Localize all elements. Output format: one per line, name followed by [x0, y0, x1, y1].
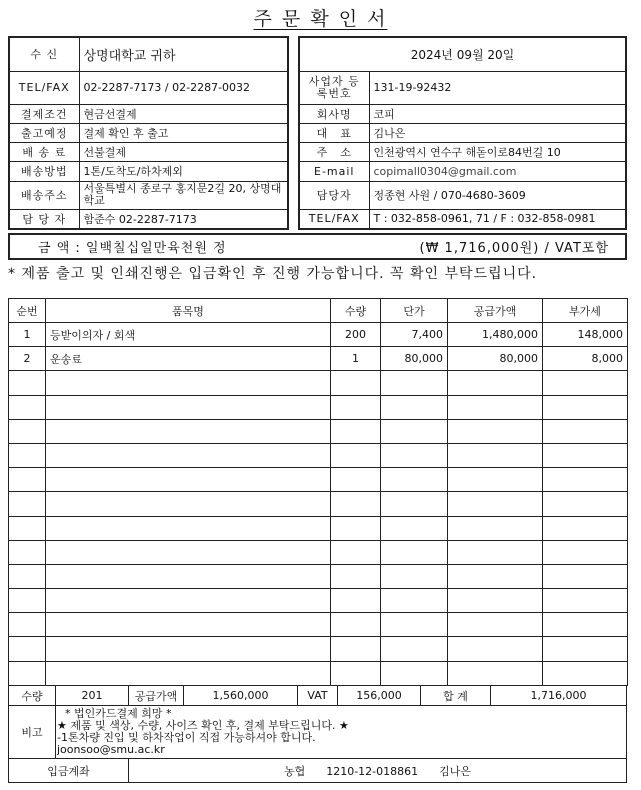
empty-cell [381, 443, 448, 467]
field-value: 131-19-92432 [369, 71, 626, 104]
field-value: 서울특별시 종로구 홍지문2길 20, 상명대학교 [79, 181, 288, 209]
table-row [9, 589, 628, 613]
remark-line: ★ 제품 및 색상, 수량, 사이즈 확인 후, 결제 부탁드립니다. ★ [57, 719, 349, 732]
field-label: 배 송 료 [9, 142, 79, 161]
recipient-row [9, 142, 288, 161]
empty-cell [543, 540, 628, 564]
table-cell: 7,400 [381, 323, 448, 347]
total-label: 합 계 [421, 686, 491, 706]
empty-cell [381, 419, 448, 443]
notice: * 제품 출고 및 인쇄진행은 입금확인 후 진행 가능합니다. 꼭 확인 부탁드립니다. [8, 266, 538, 282]
field-value: 김나은 [369, 123, 626, 142]
field-label: 회사명 [299, 104, 369, 123]
table-cell: 148,000 [543, 323, 628, 347]
empty-cell [543, 661, 628, 685]
field-value: 상명대학교 귀하 [79, 37, 288, 71]
empty-cell [9, 637, 46, 661]
empty-cell [46, 589, 331, 613]
empty-cell [543, 419, 628, 443]
empty-cell [543, 613, 628, 637]
supplier-row [299, 142, 626, 161]
field-label: TEL/FAX [9, 71, 79, 104]
field-value: T : 032-858-0961, 71 / F : 032-858-0981 [369, 209, 626, 229]
recipient-row [9, 104, 288, 123]
field-value: 02-2287-7173 / 02-2287-0032 [79, 71, 288, 104]
qty-label: 수량 [9, 686, 56, 706]
supplier-table [298, 36, 627, 230]
qty-total: 201 [56, 686, 129, 706]
empty-cell [46, 661, 331, 685]
empty-cell [9, 516, 46, 540]
empty-cell [331, 516, 381, 540]
empty-cell [9, 468, 46, 492]
empty-cell [331, 540, 381, 564]
empty-cell [9, 443, 46, 467]
empty-cell [9, 613, 46, 637]
field-label: 대 표 [299, 123, 369, 142]
field-value: 정종현 사원 / 070-4680-3609 [369, 181, 626, 209]
empty-cell [381, 492, 448, 516]
empty-cell [381, 540, 448, 564]
bank-name: 농협 [283, 764, 306, 778]
supplier-row [299, 71, 626, 104]
vat-total: 156,000 [338, 686, 421, 706]
column-header: 단가 [381, 299, 448, 323]
account-holder: 김나은 [439, 764, 472, 778]
empty-cell [448, 395, 543, 419]
table-row [9, 468, 628, 492]
empty-cell [381, 564, 448, 588]
empty-cell [46, 371, 331, 395]
supply-total: 1,560,000 [184, 686, 298, 706]
field-value: 인천광역시 연수구 해돋이로84번길 10 [369, 142, 626, 161]
table-row [9, 661, 628, 685]
table-row [9, 419, 628, 443]
order-date: 2024년 09월 20일 [299, 37, 626, 71]
empty-cell [9, 371, 46, 395]
empty-cell [448, 468, 543, 492]
column-header: 수량 [331, 299, 381, 323]
empty-cell [46, 492, 331, 516]
supplier-row [299, 209, 626, 229]
empty-cell [543, 516, 628, 540]
table-cell: 1 [9, 323, 46, 347]
empty-cell [448, 516, 543, 540]
remark-email: joonsoo@smu.ac.kr [57, 743, 165, 756]
remarks-label: 비고 [9, 706, 56, 759]
recipient-row [9, 161, 288, 181]
account-info [129, 759, 627, 783]
field-label: TEL/FAX [299, 209, 369, 229]
field-value: 결제 확인 후 출고 [79, 123, 288, 142]
supplier-row [299, 161, 626, 181]
field-label: 결제조건 [9, 104, 79, 123]
empty-cell [331, 492, 381, 516]
empty-cell [381, 395, 448, 419]
empty-cell [46, 516, 331, 540]
supplier-row [299, 181, 626, 209]
summary-table [8, 685, 627, 783]
empty-cell [331, 564, 381, 588]
table-cell: 8,000 [543, 347, 628, 371]
field-value: 현금선결제 [79, 104, 288, 123]
field-value: 선불결제 [79, 142, 288, 161]
empty-cell [46, 613, 331, 637]
empty-cell [381, 613, 448, 637]
empty-cell [9, 540, 46, 564]
recipient-row [9, 123, 288, 142]
empty-cell [9, 419, 46, 443]
supplier-row [299, 123, 626, 142]
table-row [9, 540, 628, 564]
table-cell: 80,000 [448, 347, 543, 371]
empty-cell [448, 492, 543, 516]
remarks-content [56, 706, 627, 759]
table-cell: 2 [9, 347, 46, 371]
empty-cell [46, 564, 331, 588]
amount-box [8, 233, 627, 260]
empty-cell [46, 419, 331, 443]
table-cell: 운송료 [46, 347, 331, 371]
recipient-row [9, 71, 288, 104]
page-title: 주 문 확 인 서 [253, 8, 388, 30]
table-row [9, 395, 628, 419]
items-table [8, 298, 628, 686]
field-label: 출고예정 [9, 123, 79, 142]
empty-cell [331, 468, 381, 492]
amount-figure: (₩ 1,716,000원) / VAT포함 [419, 241, 609, 256]
supply-label: 공급가액 [129, 686, 184, 706]
empty-cell [9, 661, 46, 685]
account-number: 1210-12-018861 [326, 764, 419, 778]
empty-cell [381, 516, 448, 540]
empty-cell [9, 395, 46, 419]
empty-cell [543, 468, 628, 492]
remark-line: -1톤차량 진입 및 하차작업이 직접 가능하셔야 합니다. [57, 731, 316, 744]
grand-total: 1,716,000 [491, 686, 627, 706]
recipient-table [8, 36, 289, 230]
empty-cell [46, 443, 331, 467]
account-label: 입금계좌 [9, 759, 129, 783]
table-cell: 200 [331, 323, 381, 347]
empty-cell [381, 661, 448, 685]
empty-cell [9, 492, 46, 516]
empty-cell [381, 371, 448, 395]
empty-cell [448, 371, 543, 395]
amount-text: 금 액 : 일백칠십일만육천원 정 [38, 241, 227, 256]
column-header: 순번 [9, 299, 46, 323]
empty-cell [543, 589, 628, 613]
empty-cell [331, 637, 381, 661]
empty-cell [543, 371, 628, 395]
table-cell: 1,480,000 [448, 323, 543, 347]
empty-cell [448, 443, 543, 467]
empty-cell [543, 443, 628, 467]
empty-cell [381, 468, 448, 492]
field-value: 코피 [369, 104, 626, 123]
field-label: 배송주소 [9, 181, 79, 209]
table-row [9, 347, 628, 371]
column-header: 공급가액 [448, 299, 543, 323]
empty-cell [331, 395, 381, 419]
table-row [9, 516, 628, 540]
table-row [9, 564, 628, 588]
empty-cell [381, 637, 448, 661]
field-label: 담 당 자 [9, 209, 79, 229]
column-header: 부가세 [543, 299, 628, 323]
table-row [9, 637, 628, 661]
recipient-row [9, 181, 288, 209]
empty-cell [448, 637, 543, 661]
table-row [9, 613, 628, 637]
empty-cell [543, 492, 628, 516]
field-label: 주 소 [299, 142, 369, 161]
table-row [9, 371, 628, 395]
empty-cell [331, 419, 381, 443]
field-label: 사업자 등록번호 [299, 71, 369, 104]
vat-label: VAT [298, 686, 338, 706]
empty-cell [46, 540, 331, 564]
empty-cell [448, 613, 543, 637]
field-label: 수 신 [9, 37, 79, 71]
empty-cell [46, 637, 331, 661]
empty-cell [543, 564, 628, 588]
empty-cell [331, 443, 381, 467]
empty-cell [448, 589, 543, 613]
field-value: 1톤/도착도/하차제외 [79, 161, 288, 181]
empty-cell [331, 589, 381, 613]
empty-cell [9, 564, 46, 588]
field-value: copimall0304@gmail.com [369, 161, 626, 181]
empty-cell [381, 589, 448, 613]
empty-cell [46, 468, 331, 492]
recipient-row [9, 37, 288, 71]
empty-cell [448, 564, 543, 588]
empty-cell [543, 395, 628, 419]
empty-cell [46, 395, 331, 419]
table-row [9, 492, 628, 516]
empty-cell [331, 371, 381, 395]
empty-cell [331, 613, 381, 637]
empty-cell [448, 419, 543, 443]
remark-line: * 법인카드결제 희망 * [65, 707, 172, 720]
empty-cell [543, 637, 628, 661]
field-label: E-mail [299, 161, 369, 181]
field-label: 담당자 [299, 181, 369, 209]
table-cell: 1 [331, 347, 381, 371]
table-cell: 80,000 [381, 347, 448, 371]
table-cell: 등받이의자 / 회색 [46, 323, 331, 347]
empty-cell [331, 661, 381, 685]
recipient-row [9, 209, 288, 229]
field-value: 함준수 02-2287-7173 [79, 209, 288, 229]
empty-cell [448, 540, 543, 564]
table-row [9, 443, 628, 467]
field-label: 배송방법 [9, 161, 79, 181]
table-row [9, 323, 628, 347]
empty-cell [9, 589, 46, 613]
column-header: 품목명 [46, 299, 331, 323]
empty-cell [448, 661, 543, 685]
supplier-row [299, 104, 626, 123]
